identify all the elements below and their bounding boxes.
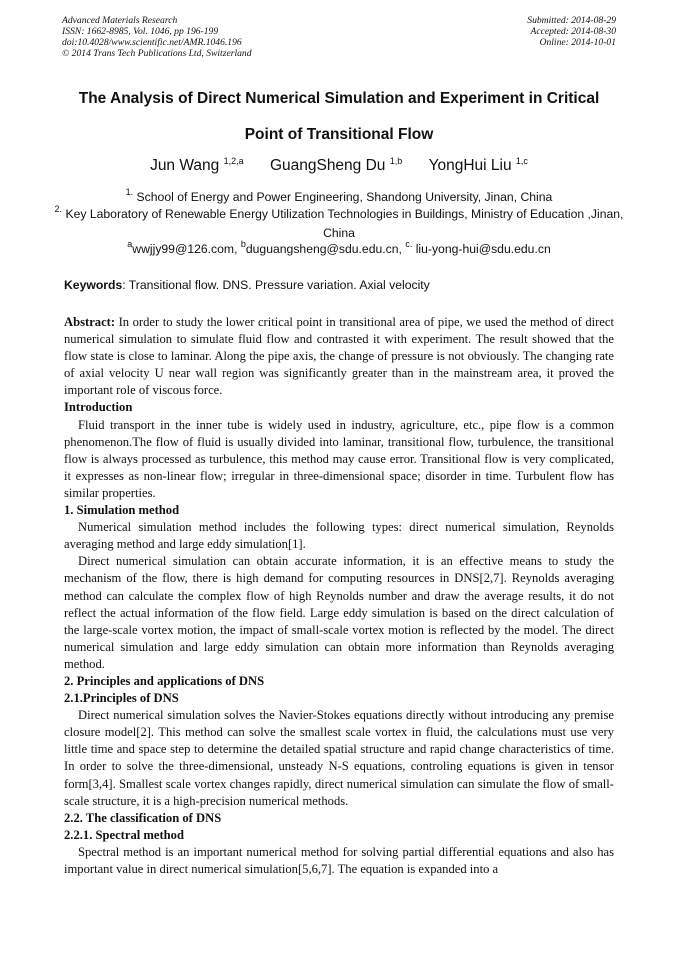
section-heading-principles: 2. Principles and applications of DNS — [64, 673, 265, 688]
affiliation-1 — [40, 189, 638, 208]
author-sup: 1,2,a — [223, 156, 244, 166]
issn-line: ISSN: 1662-8985, Vol. 1046, pp 196-199 — [62, 26, 219, 37]
affiliation-sup: 1. — [125, 187, 134, 197]
author-name: YongHui Liu — [428, 157, 512, 174]
email-sup: b — [240, 239, 246, 249]
paper-title-line-1: The Analysis of Direct Numerical Simulation and Experiment in Critical — [78, 90, 600, 107]
section-heading-introduction: Introduction — [64, 400, 133, 415]
subsection-heading-principles-dns: 2.1.Principles of DNS — [64, 691, 179, 706]
keywords-text: : Transitional flow. DNS. Pressure variation. Axial velocity — [122, 278, 430, 292]
section-heading-simulation-method: 1. Simulation method — [64, 503, 180, 518]
doi-line: doi:10.4028/www.scientific.net/AMR.1046.196 — [62, 37, 242, 48]
abstract-label: Abstract: — [64, 315, 116, 329]
abstract — [64, 314, 614, 399]
paragraph: Direct numerical simulation solves the Navier-Stokes equations directly without introducing any premise closure model[2]. This method can solve the smallest scale vortex in fluid, the calculations must use very little time and space step to determine the detailed spatial structure and rapid change characteristics of time. In order to solve the three-dimensional, unsteady N-S equations, controling equations is given in tensor form[3,4]. Smallest scale vortex changes rapidly, direct numerical simulation can simulate the flow of small-scale structure, it is a high-precision numerical methods. — [64, 708, 614, 808]
author-emails — [40, 241, 638, 260]
paragraph: Fluid transport in the inner tube is widely used in industry, agriculture, etc., pipe flow is a common phenomenon.The flow of fluid is usually divided into laminar, transitional flow, turbulence, the transitional flow is always processed as turbulence, this method may cause error. Transitional flow is very complicated, it expresses as non-linear flow; irregular in three-dimensional space; disorder in time. Turbulent flow has similar properties. — [64, 417, 614, 500]
email-a[interactable]: wwjjy99@126.com, — [132, 242, 241, 256]
dates-info — [527, 15, 616, 48]
author — [270, 157, 402, 174]
journal-info — [62, 15, 252, 59]
online-date: Online: 2014-10-01 — [539, 37, 616, 48]
author-sup: 1,c — [515, 156, 528, 166]
subsection-heading-classification: 2.2. The classification of DNS — [64, 810, 222, 825]
journal-name: Advanced Materials Research — [62, 15, 178, 26]
author-name: Jun Wang — [150, 157, 220, 174]
affiliation-text: Key Laboratory of Renewable Energy Utilization Technologies in Buildings, Ministry of Education ,Jinan, China — [62, 207, 624, 240]
paper-title-line-2: Point of Transitional Flow — [244, 126, 434, 143]
keywords-label: Keywords — [64, 278, 123, 292]
accepted-date: Accepted: 2014-08-30 — [530, 26, 616, 37]
email-c[interactable]: liu-yong-hui@sdu.edu.cn — [412, 242, 551, 256]
copyright-line: © 2014 Trans Tech Publications Ltd, Switzerland — [62, 48, 252, 59]
affiliation-2 — [40, 206, 638, 242]
author-sup: 1,b — [389, 156, 403, 166]
paper-body — [64, 314, 614, 878]
email-sup: c. — [405, 239, 413, 249]
author-list — [0, 157, 678, 175]
author-name: GuangSheng Du — [269, 157, 386, 174]
affiliation-sup: 2. — [54, 204, 63, 214]
email-sup: a — [127, 239, 133, 249]
abstract-text: In order to study the lower critical point in transitional area of pipe, we used the method of direct numerical simulation to simulate fluid flow and contrasted it with experiment. The result showed that the flow state is close to laminar. Along the pipe axis, the change of pressure is not obviously. The changing rate of axial velocity U near wall region was significantly greater than in the mainstream area, it proved the important role of viscous force. — [64, 315, 614, 398]
affiliation-text: School of Energy and Power Engineering, Shandong University, Jinan, China — [133, 190, 553, 204]
paragraph: Spectral method is an important numerical method for solving partial differential equations and also has important value in direct numerical simulation[5,6,7]. The equation is expanded into a — [64, 844, 614, 876]
email-b[interactable]: duguangsheng@sdu.edu.cn, — [245, 242, 406, 256]
paragraph: Direct numerical simulation can obtain accurate information, it is an effective means to study the mechanism of the flow, there is high demand for computing resources in DNS[2,7]. Reynolds averaging method can calculate the complex flow of high Reynolds number and draw the average results, it do not reflect the actual information of the flow field. Large eddy simulation is based on the direct calculation of the large-scale vortex motion, the impact of small-scale vortex motion is reflected by the model. The direct numerical simulation and large eddy simulation can obtain more information than Reynolds averaging method. — [64, 554, 614, 671]
subsection-heading-spectral-method: 2.2.1. Spectral method — [64, 827, 184, 842]
author — [150, 157, 244, 174]
paragraph: Numerical simulation method includes the following types: direct numerical simulation, Reynolds averaging method and large eddy simulation[1]. — [64, 520, 614, 552]
author — [429, 157, 528, 174]
submitted-date: Submitted: 2014-08-29 — [527, 15, 616, 26]
keywords — [64, 278, 430, 292]
